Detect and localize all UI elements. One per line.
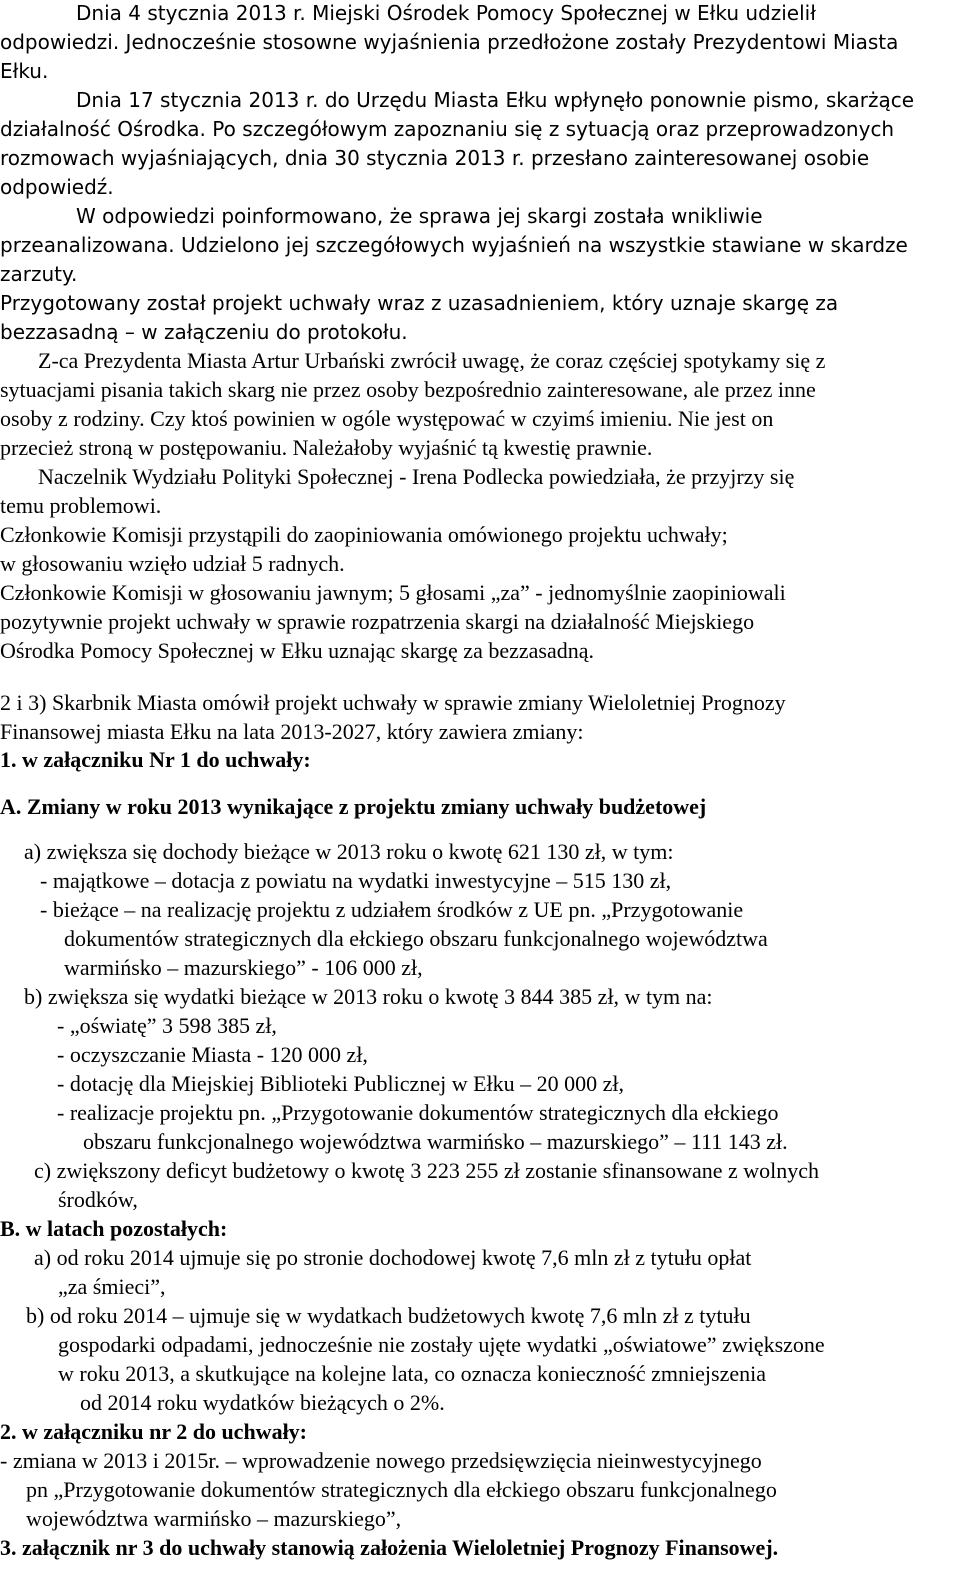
paragraph-line: pozytywnie projekt uchwały w sprawie rozpatrzenia skargi na działalność Miejskiego — [0, 609, 755, 634]
paragraph-line: Dnia 17 stycznia 2013 r. do Urzędu Miasta Ełku wpłynęło ponownie pismo, skarżące — [76, 88, 915, 112]
section-heading: A. Zmiany w roku 2013 wynikające z projektu zmiany uchwały budżetowej — [0, 794, 707, 819]
paragraph-line: temu problemowi. — [0, 493, 162, 518]
paragraph-line: Ośrodka Pomocy Społecznej w Ełku uznając skargę za bezzasadną. — [0, 638, 594, 663]
paragraph-line: Dnia 4 stycznia 2013 r. Miejski Ośrodek Pomocy Społecznej w Ełku udzielił — [76, 1, 816, 25]
list-item: b) od roku 2014 – ujmuje się w wydatkach budżetowych kwotę 7,6 mln zł z tytułu — [26, 1303, 751, 1328]
paragraph-line: przeanalizowana. Udzielono jej szczegółowych wyjaśnień na wszystkie stawiane w skardze — [0, 233, 908, 257]
paragraph-line: przecież stroną w postępowaniu. Należałoby wyjaśnić tą kwestię prawnie. — [0, 435, 653, 460]
list-item: pn „Przygotowanie dokumentów strategicznych dla ełckiego obszaru funkcjonalnego — [26, 1477, 777, 1502]
section-heading: 1. w załączniku Nr 1 do uchwały: — [0, 747, 311, 772]
section-heading: B. w latach pozostałych: — [0, 1216, 228, 1241]
paragraph-line: Ełku. — [0, 59, 49, 83]
paragraph-line: Z-ca Prezydenta Miasta Artur Urbański zwrócił uwagę, że coraz częściej spotykamy się z — [38, 348, 826, 373]
paragraph-line: W odpowiedzi poinformowano, że sprawa jej skargi została wnikliwie — [76, 204, 763, 228]
list-item: od 2014 roku wydatków bieżących o 2%. — [80, 1390, 445, 1415]
paragraph-line: bezzasadną – w załączeniu do protokołu. — [0, 320, 408, 344]
section-heading: 2. w załączniku nr 2 do uchwały: — [0, 1419, 308, 1444]
paragraph-line: w głosowaniu wzięło udział 5 radnych. — [0, 551, 345, 576]
section-heading: 3. załącznik nr 3 do uchwały stanowią założenia Wieloletniej Prognozy Finansowej. — [0, 1535, 779, 1560]
paragraph-line: Naczelnik Wydziału Polityki Społecznej - Irena Podlecka powiedziała, że przyjrzy się — [38, 464, 795, 489]
paragraph-line: Przygotowany został projekt uchwały wraz z uzasadnieniem, który uznaje skargę za — [0, 291, 839, 315]
list-item: a) od roku 2014 ujmuje się po stronie dochodowej kwotę 7,6 mln zł z tytułu opłat — [34, 1245, 752, 1270]
list-item: warmińsko – mazurskiego” - 106 000 zł, — [64, 955, 423, 980]
paragraph-line: Członkowie Komisji w głosowaniu jawnym; 5 głosami „za” - jednomyślnie zaopiniowali — [0, 580, 786, 605]
paragraph-line: zarzuty. — [0, 262, 78, 286]
list-item: „za śmieci”, — [58, 1274, 166, 1299]
list-item: obszaru funkcjonalnego województwa warmińsko – mazurskiego” – 111 143 zł. — [83, 1129, 788, 1154]
paragraph-line: Finansowej miasta Ełku na lata 2013-2027, który zawiera zmiany: — [0, 719, 584, 744]
list-item: b) zwiększa się wydatki bieżące w 2013 roku o kwotę 3 844 385 zł, w tym na: — [24, 984, 713, 1009]
list-item: w roku 2013, a skutkujące na kolejne lata, co oznacza konieczność zmniejszenia — [58, 1361, 766, 1386]
paragraph-line: rozmowach wyjaśniających, dnia 30 stycznia 2013 r. przesłano zainteresowanej osobie — [0, 146, 870, 170]
paragraph-line: 2 i 3) Skarbnik Miasta omówił projekt uchwały w sprawie zmiany Wieloletniej Prognozy — [0, 690, 786, 715]
list-item: gospodarki odpadami, jednocześnie nie zostały ujęte wydatki „oświatowe” zwiększone — [58, 1332, 825, 1357]
list-item: a) zwiększa się dochody bieżące w 2013 roku o kwotę 621 130 zł, w tym: — [24, 839, 674, 864]
list-item: - bieżące – na realizację projektu z udziałem środków z UE pn. „Przygotowanie — [40, 897, 744, 922]
paragraph-line: osoby z rodziny. Czy ktoś powinien w ogóle występować w czyimś imieniu. Nie jest on — [0, 406, 774, 431]
paragraph-line: działalność Ośrodka. Po szczegółowym zapoznaniu się z sytuacją oraz przeprowadzonych — [0, 117, 895, 141]
list-item: - majątkowe – dotacja z powiatu na wydatki inwestycyjne – 515 130 zł, — [40, 868, 672, 893]
paragraph-line: odpowiedź. — [0, 175, 114, 199]
list-item: środków, — [58, 1187, 138, 1212]
paragraph-line: odpowiedzi. Jednocześnie stosowne wyjaśnienia przedłożone zostały Prezydentowi Miasta — [0, 30, 899, 54]
list-item: dokumentów strategicznych dla ełckiego obszaru funkcjonalnego województwa — [64, 926, 768, 951]
list-item: - dotację dla Miejskiej Biblioteki Publicznej w Ełku – 20 000 zł, — [57, 1071, 625, 1096]
list-item: c) zwiększony deficyt budżetowy o kwotę 3 223 255 zł zostanie sfinansowane z wolnych — [34, 1158, 820, 1183]
paragraph-line: Członkowie Komisji przystąpili do zaopiniowania omówionego projektu uchwały; — [0, 522, 728, 547]
list-item: - realizacje projektu pn. „Przygotowanie dokumentów strategicznych dla ełckiego — [57, 1100, 779, 1125]
list-item: - oczyszczanie Miasta - 120 000 zł, — [57, 1042, 368, 1067]
list-item: - zmiana w 2013 i 2015r. – wprowadzenie nowego przedsięwzięcia nieinwestycyjnego — [0, 1448, 762, 1473]
list-item: województwa warmińsko – mazurskiego”, — [26, 1506, 402, 1531]
paragraph-line: sytuacjami pisania takich skarg nie przez osoby bezpośrednio zainteresowane, ale przez inne — [0, 377, 816, 402]
list-item: - „oświatę” 3 598 385 zł, — [57, 1013, 277, 1038]
